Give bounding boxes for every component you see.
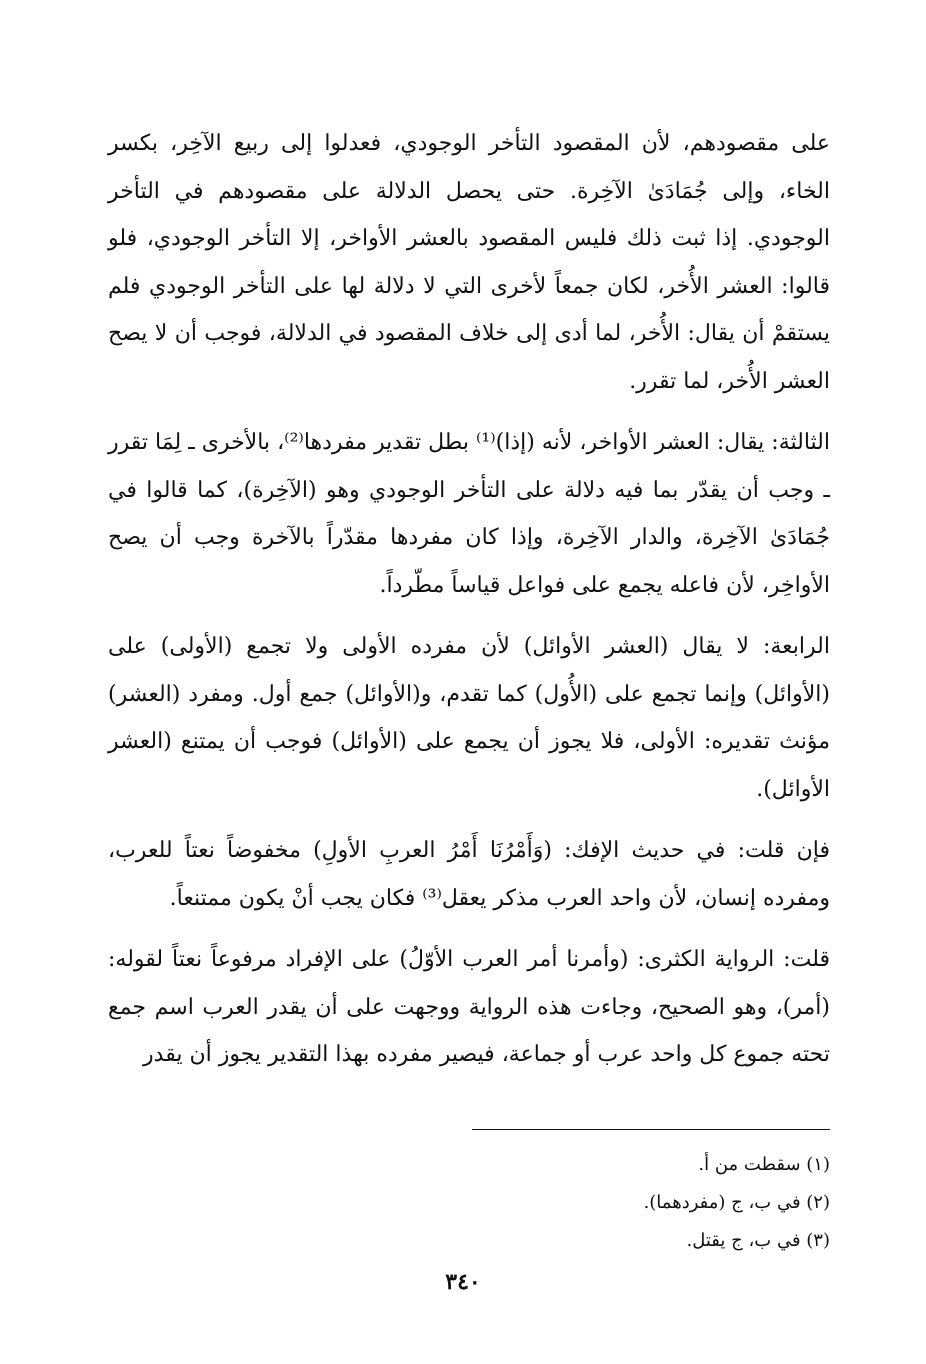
paragraph-2: الثالثة: يقال: العشر الأواخر، لأنه (إذا)⁽¹⁾ بطل تقدير مفردها⁽²⁾، بالأخرى ـ لِمَا تقرر ـ وجب أن يقدّر بما فيه دلالة على التأخر الوجودي وهو (الآخِرة)، كما قالوا في جُمَادَىٰ الآخِرة، والدار الآخِرة، وإذا كان مفردها مقدّراً بالآخرة وجب أن يصح الأواخِر، لأن فاعله يجمع على فواعل قياساً مطّرداً. — [108, 430, 830, 598]
page-number: ٣٤٠ — [445, 1269, 481, 1295]
main-text — [108, 120, 830, 1079]
paragraph-4: فإن قلت: في حديث الإفك: (وَأَمْرُنَا أَمْرُ العربِ الأولِ) مخفوضاً نعتاً للعرب، ومفرده إنسان، لأن واحد العرب مذكر يعقل⁽³⁾ فكان يجب أنْ يكون ممتنعاً. — [108, 838, 830, 911]
footnotes — [440, 1146, 830, 1260]
footnote-3: (٣) في ب، ج يقتل. — [686, 1230, 830, 1251]
footnote-1: (١) سقطت من أ. — [698, 1154, 830, 1175]
paragraph-1: على مقصودهم، لأن المقصود التأخر الوجودي، فعدلوا إلى ربيع الآخِر، بكسر الخاء، وإلى جُمَادَىٰ الآخِرة. حتى يحصل الدلالة على مقصودهم في التأخر الوجودي. إذا ثبت ذلك فليس المقصود بالعشر الأواخر، إلا التأخر الوجودي، فلو قالوا: العشر الأُخر، لكان جمعاً لأخرى التي لا دلالة لها على التأخر الوجودي فلم يستقمْ أن يقال: الأُخر، لما أدى إلى خلاف المقصود في الدلالة، فوجب أن لا يصح العشر الأُخر، لما تقرر. — [108, 131, 830, 394]
footnote-divider — [472, 1129, 830, 1130]
footnote-2: (٢) في ب، ج (مفردهما). — [643, 1192, 830, 1213]
paragraph-5: قلت: الرواية الكثرى: (وأمرنا أمر العرب الأوّلُ) على الإفراد مرفوعاً نعتاً لقوله: (أمر)، وهو الصحيح، وجاءت هذه الرواية ووجهت على أن يقدر العرب اسم جمع تحته جموع كل واحد عرب أو جماعة، فيصير مفرده بهذا التقدير يجوز أن يقدر — [108, 947, 830, 1067]
paragraph-3: الرابعة: لا يقال (العشر الأوائل) لأن مفرده الأولى ولا تجمع (الأولى) على (الأوائل) وإنما تجمع على (الأُول) كما تقدم، و(الأوائل) جمع أول. ومفرد (العشر) مؤنث تقديره: الأولى، فلا يجوز أن يجمع على (الأوائل) فوجب أن يمتنع (العشر الأوائل). — [108, 634, 830, 802]
